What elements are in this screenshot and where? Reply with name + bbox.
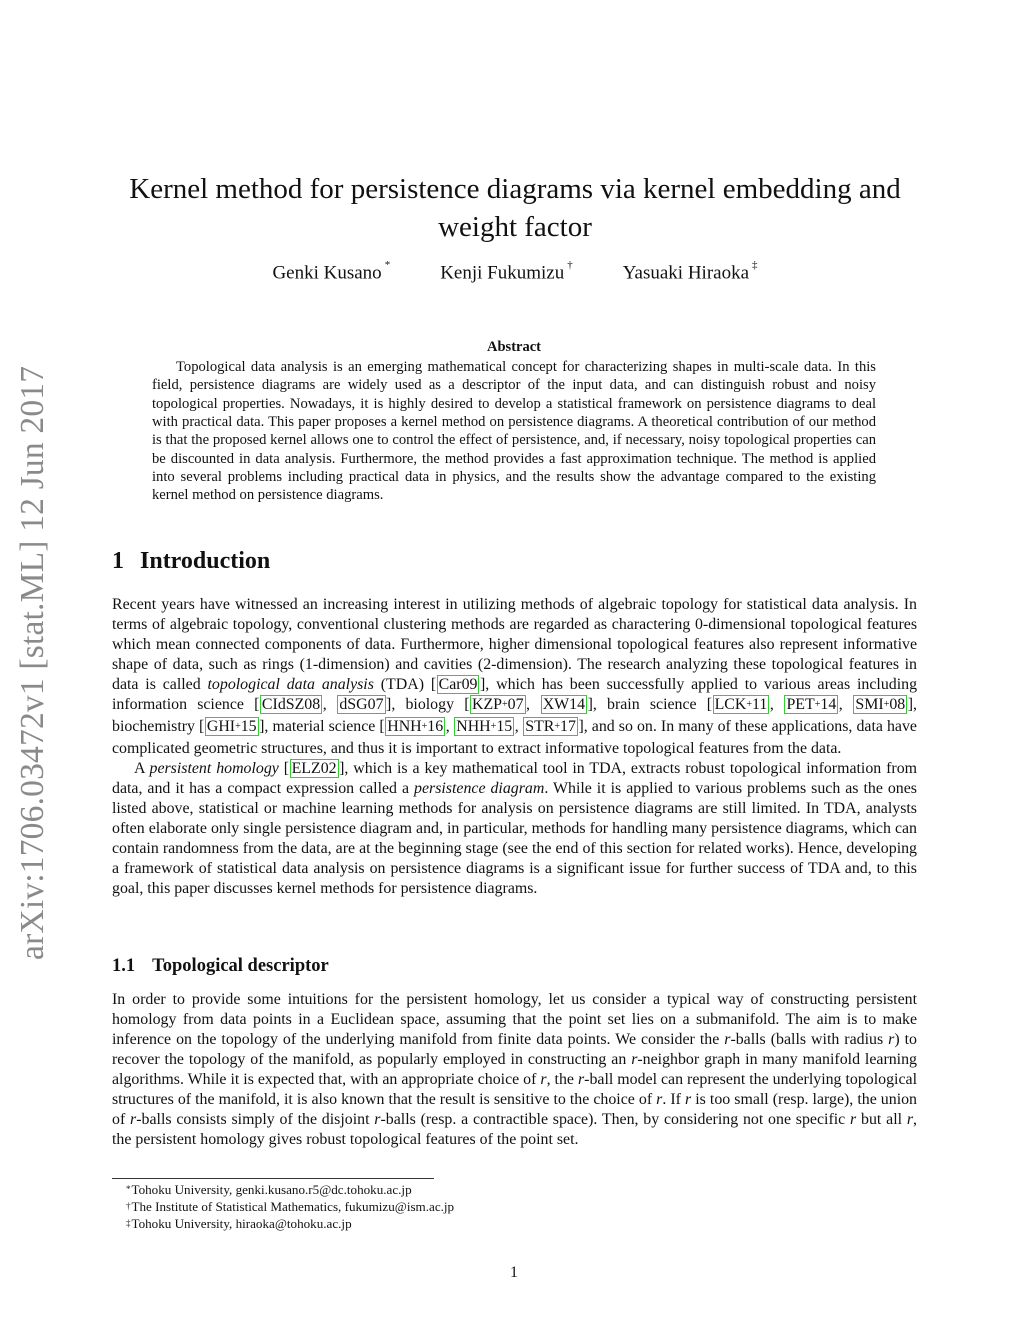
affiliation-mark: *: [384, 259, 391, 271]
arxiv-identifier: arXiv:1706.03472v1 [stat.ML] 12 Jun 2017: [14, 365, 51, 960]
affiliation-mark: ‡: [752, 259, 758, 271]
citation-link[interactable]: CIdSZ08: [261, 696, 321, 713]
abstract-heading: Abstract: [487, 339, 541, 355]
citation-link[interactable]: LCK+11: [714, 696, 768, 713]
author: Yasuaki Hiraoka ‡: [622, 259, 758, 284]
subsection-body: [112, 990, 917, 1150]
citation-link[interactable]: Car09: [438, 676, 478, 693]
introduction-body: [112, 595, 917, 899]
citation-link[interactable]: dSG07: [339, 696, 384, 713]
section-heading-introduction: 1 Introduction: [112, 548, 271, 574]
paragraph: A persistent homology [ ELZ02 ], which is a key mathematical tool in TDA, extracts robust topological information from data, and it has a compact expression called a persistence diagram. While it is applied to various problems such as the ones listed above, statistical or machine learning methods for analysis on persistence diagrams are still limited. In TDA, analysts often elaborate only single persistence diagram and, in particular, methods for handling many persistence diagrams, which can contain randomness from the data, are at the beginning stage (see the end of this section for related works). Hence, developing a framework of statistical data analysis on persistence diagrams is a significant issue for further success of TDA and, to this goal, this paper discusses kernel methods for persistence diagrams.: [112, 760, 918, 897]
abstract-text: Topological data analysis is an emerging mathematical concept for characterizing shapes in multi-scale data. In this field, persistence diagrams are widely used as a descriptor of the input data, and can distinguish robust and noisy topological properties. Nowadays, it is highly desired to develop a statistical framework on persistence diagrams to deal with practical data. This paper proposes a kernel method on persistence diagrams. A theoretical contribution of our method is that the proposed kernel allows one to control the effect of persistence, and, if necessary, noisy topological properties can be discounted in data analysis. Furthermore, the method provides a fast approximation technique. The method is applied into several problems including practical data in physics, and the results show the advantage compared to the existing kernel method on persistence diagrams.: [152, 359, 876, 504]
paragraph: Recent years have witnessed an increasing interest in utilizing methods of algebraic topology for statistical data analysis. In terms of algebraic topology, conventional clustering methods are regarded as charactering 0-dimensional topological features which mean connected components of data. Furthermore, higher dimensional topological features also represent informative shape of data, such as rings (1-dimension) and cavities (2-dimension). The research analyzing these topological features in data is called topological data analysis (TDA) [ Car09 ], which has been successfully applied to various areas including information science [ CIdSZ08 , dSG07 ], biology [ KZP+07 , XW14 ], brain science [ LCK+11 , PET+14 , SMI+08 ], biochemistry [ GHI+15 ], material science [ HNH+16 , NHH+15 , STR+17 ], and so on. In many of these applications, data have complicated geometric structures, and thus it is important to extract informative topological features from the data.: [112, 596, 918, 757]
author: Genki Kusano *: [272, 259, 391, 284]
citation-link[interactable]: KZP+07: [471, 696, 524, 713]
citation-link[interactable]: PET+14: [786, 696, 837, 713]
citation-link[interactable]: SMI+08: [855, 696, 906, 713]
citation-link[interactable]: GHI+15: [206, 718, 257, 735]
affiliation-mark: †: [567, 259, 573, 271]
citation-link[interactable]: ELZ02: [291, 760, 337, 777]
citation-link[interactable]: HNH+16: [387, 718, 444, 735]
author: Kenji Fukumizu †: [440, 259, 573, 284]
citation-link[interactable]: XW14: [542, 696, 586, 713]
footnote: *Tohoku University, genki.kusano.r5@dc.tohoku.ac.jp: [126, 1182, 412, 1197]
footnote-divider: [112, 1178, 434, 1179]
author-list: [140, 259, 890, 284]
page-number: 1: [510, 1264, 518, 1281]
footnote: †The Institute of Statistical Mathematics, fukumizu@ism.ac.jp: [126, 1199, 455, 1215]
citation-link[interactable]: STR+17: [525, 718, 576, 735]
citation-link[interactable]: NHH+15: [456, 718, 513, 735]
paragraph: In order to provide some intuitions for the persistent homology, let us consider a typical way of constructing persistent homology from data points in a Euclidean space, assuming that the point set lies on a submanifold. The aim is to make inference on the topology of the underlying manifold from finite data points. We consider the r-balls (balls with radius r) to recover the topology of the manifold, as popularly employed in constructing an r-neighbor graph in many manifold learning algorithms. While it is expected that, with an appropriate choice of r, the r-ball model can represent the underlying topological structures of the manifold, it is also known that the result is sensitive to the choice of r. If r is too small (resp. large), the union of r-balls consists simply of the disjoint r-balls (resp. a contractible space). Then, by considering not one specific r but all r, the persistent homology gives robust topological features of the point set.: [112, 991, 917, 1148]
subsection-heading-topological-descriptor: 1.1 Topological descriptor: [112, 956, 329, 976]
paper-title: Kernel method for persistence diagrams via kernel embedding and weight factor: [129, 173, 901, 243]
footnotes: [126, 1182, 454, 1234]
footnote: ‡Tohoku University, hiraoka@tohoku.ac.jp: [126, 1216, 352, 1232]
